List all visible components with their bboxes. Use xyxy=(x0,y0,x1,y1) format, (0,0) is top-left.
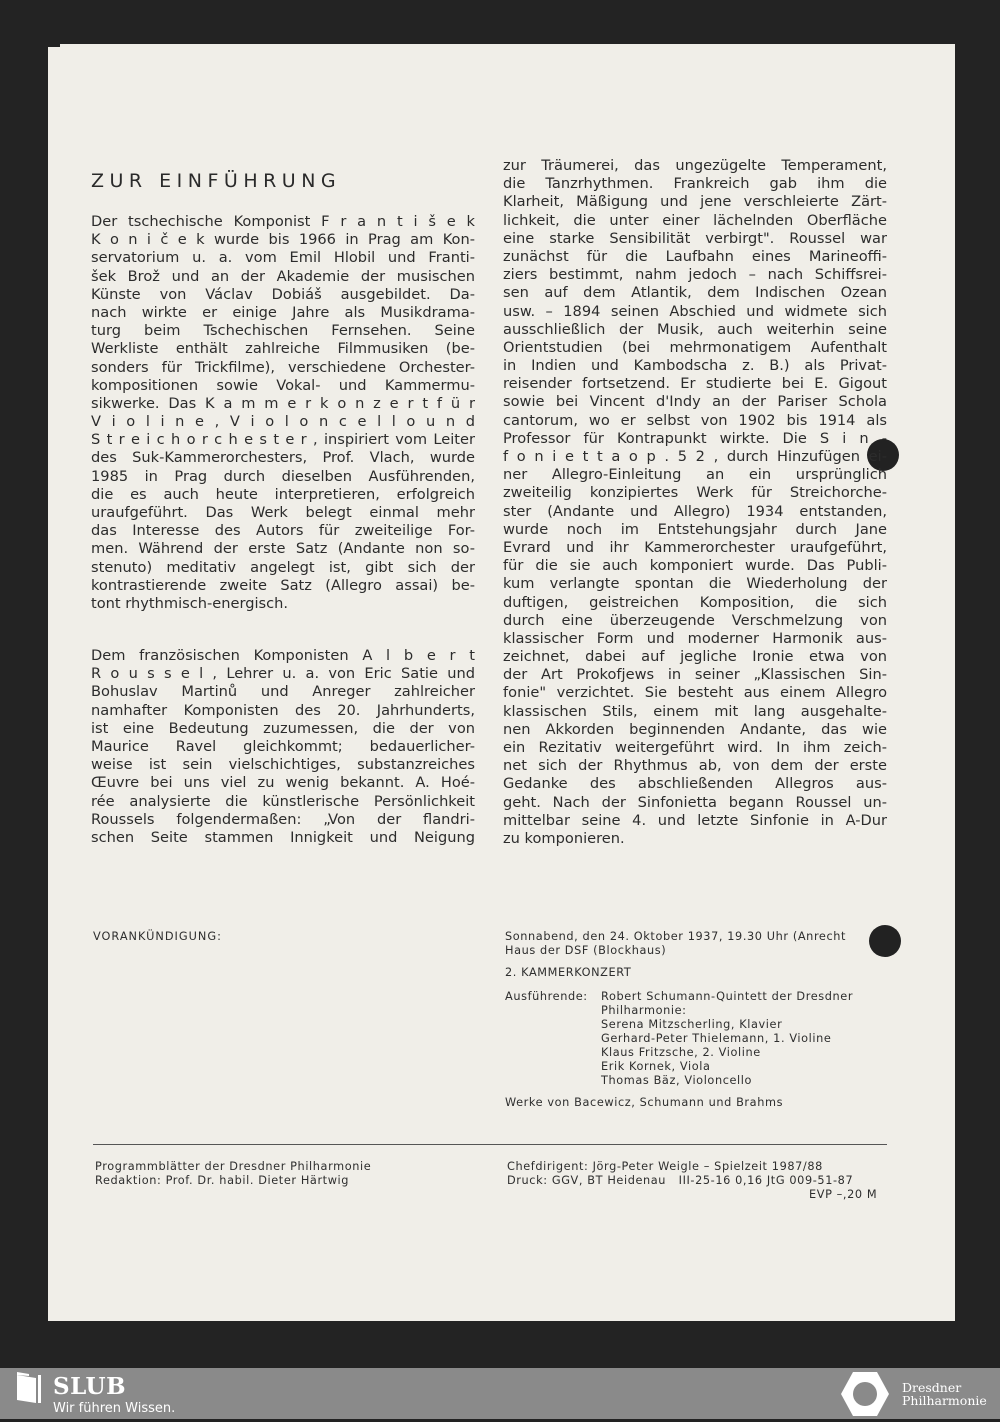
punch-hole-lower xyxy=(869,925,901,957)
left-column-paragraph-1 xyxy=(91,213,475,613)
text-line: zunächst für die Laufbahn eines Marineoffi- xyxy=(503,247,887,265)
text-line: Professor für Kontrapunkt wirkte. Die S i n - xyxy=(503,429,887,447)
text-line: klassischen Stils, einem mit lang ausgehalte- xyxy=(503,702,887,720)
text-line: nen Akkorden beginnenden Andante, das wie xyxy=(503,720,887,738)
text-line: Der tschechische Komponist F r a n t i š e k xyxy=(91,213,475,230)
text-line: zeichnet, dabei auf jegliche Ironie etwa von xyxy=(503,648,887,666)
partner-line-1: Dresdner xyxy=(902,1380,962,1395)
colophon-right-line: Chefdirigent: Jörg-Peter Weigle – Spielzeit 1987/88 xyxy=(507,1160,823,1173)
text-line: tont rhythmisch-energisch. xyxy=(91,594,289,612)
text-line: die es auch heute interpretieren, erfolgreich xyxy=(91,485,475,503)
slub-logo-text: SLUB xyxy=(53,1373,127,1400)
text-line: ist eine Bedeutung zuzumessen, die der von xyxy=(91,719,475,737)
text-line: eine starke Sensibilität verbirgt". Roussel war xyxy=(503,229,887,247)
text-line: durch eine überzeugende Verschmelzung von xyxy=(503,611,887,629)
performer-line: Serena Mitzscherling, Klavier xyxy=(601,1018,783,1031)
text-line: usw. – 1894 seinen Abschied und widmete sich xyxy=(503,302,887,320)
text-line: nach wirkte er einige Jahre als Musikdrama- xyxy=(91,303,475,321)
colophon-left-line: Programmblätter der Dresdner Philharmonie xyxy=(95,1160,372,1173)
slub-book-icon xyxy=(14,1372,42,1410)
text-line: wurde noch im Entstehungsjahr durch Jane xyxy=(503,520,887,538)
text-line: K o n i č e k wurde bis 1966 in Prag am Kon- xyxy=(91,231,475,249)
text-line: ausschließlich der Musik, auch weiterhin seine xyxy=(503,320,887,338)
performers-label: Ausführende: xyxy=(505,990,588,1003)
dresdner-philharmonie-sunburst-icon xyxy=(840,1370,890,1422)
announcement-venue: Haus der DSF (Blockhaus) xyxy=(505,944,667,957)
page-title: ZUR EINFÜHRUNG xyxy=(91,169,342,192)
text-line: rée analysierte die künstlerische Persönlichkeit xyxy=(91,792,475,810)
price: EVP –,20 M xyxy=(809,1188,878,1201)
announcement-date: Sonnabend, den 24. Oktober 1937, 19.30 Uhr (Anrecht xyxy=(505,930,847,943)
text-line: sowie bei Vincent d'Indy an der Pariser Schola xyxy=(503,393,887,411)
text-line: servatorium u. a. vom Emil Hlobil und Franti- xyxy=(91,249,475,267)
text-line: reisender fortsetzend. Er studierte bei E. Gigout xyxy=(503,375,887,393)
text-line: stenuto) meditativ angelegt ist, gibt sich der xyxy=(91,558,475,576)
text-line: Evrard und ihr Kammerorchester uraufgeführt, xyxy=(503,538,887,556)
text-line: für die sie auch komponiert wurde. Das Publi- xyxy=(503,557,887,575)
text-line: S t r e i c h o r c h e s t e r , inspiriert vom Leiter xyxy=(91,431,475,449)
text-line: men. Während der erste Satz (Andante non so- xyxy=(91,540,475,558)
text-line: šek Brož und an der Akademie der musischen xyxy=(91,267,475,285)
performer-line: Klaus Fritzsche, 2. Violine xyxy=(601,1046,761,1059)
left-column-paragraph-2 xyxy=(91,647,475,847)
text-line: fonie" verzichtet. Sie besteht aus einem Allegro xyxy=(503,684,887,702)
text-line: duftigen, geistreichen Komposition, die sich xyxy=(503,593,887,611)
text-line: 1985 in Prag durch dieselben Ausführenden, xyxy=(91,467,475,485)
text-line: der Art Prokofjews in seiner „Klassischen Sin- xyxy=(503,666,887,684)
text-line: net sich der Rhythmus ab, von dem der erste xyxy=(503,757,887,775)
text-line: das Interesse des Autors für zweiteilige For- xyxy=(91,522,475,540)
divider xyxy=(93,1144,887,1145)
performer-line: Philharmonie: xyxy=(601,1004,687,1017)
performer-line: Gerhard-Peter Thielemann, 1. Violine xyxy=(601,1032,832,1045)
text-line: cantorum, wo er selbst von 1902 bis 1914 als xyxy=(503,411,887,429)
text-line: turg beim Tschechischen Fernsehen. Seine xyxy=(91,322,475,340)
text-line: zweiteilig konzipiertes Werk für Streichorche- xyxy=(503,484,887,502)
text-line: klassischer Form und moderner Harmonik aus- xyxy=(503,629,887,647)
text-line: Klarheit, Mäßigung und jene verschleierte Zärt- xyxy=(503,193,887,211)
right-column xyxy=(503,157,887,848)
text-line: Roussels folgendermaßen: „Von der flandri- xyxy=(91,810,475,828)
text-line: die Tanzrhythmen. Frankreich gab ihm die xyxy=(503,175,887,193)
text-line: ein Rezitativ weitergeführt wird. In ihm zeich- xyxy=(503,739,887,756)
text-line: des Suk-Kammerorchesters, Prof. Vlach, wurde xyxy=(91,449,475,467)
text-line: Maurice Ravel gleichkommt; bedauerlicher- xyxy=(91,737,475,755)
text-line: sen auf dem Atlantik, dem Indischen Ozean xyxy=(503,284,887,302)
text-line: sikwerke. Das K a m m e r k o n z e r t f ü r xyxy=(91,394,475,412)
announcement-label: VORANKÜNDIGUNG: xyxy=(93,930,222,943)
announcement-concert: 2. KAMMERKONZERT xyxy=(505,966,632,979)
text-line: lichkeit, die unter einer lächelnden Oberfläche xyxy=(503,211,887,229)
text-line: ster (Andante und Allegro) 1934 entstanden, xyxy=(503,502,887,520)
text-line: zu komponieren. xyxy=(503,829,625,847)
text-line: zur Träumerei, das ungezügelte Temperament, xyxy=(503,157,887,174)
text-line: kontrastierende zweite Satz (Allegro assai) be- xyxy=(91,576,475,594)
text-line: weise ist sein vielschichtiges, substanzreiches xyxy=(91,756,475,774)
text-line: R o u s s e l , Lehrer u. a. von Eric Satie und xyxy=(91,665,475,683)
text-line: Œuvre bei uns viel zu wenig bekannt. A. Hoé- xyxy=(91,774,475,792)
text-line: V i o l i n e , V i o l o n c e l l o u n d xyxy=(91,413,475,431)
colophon-right-line: Druck: GGV, BT Heidenau III-25-16 0,16 JtG 009-51-87 xyxy=(507,1174,854,1187)
text-line: ner Allegro-Einleitung an ein ursprünglich xyxy=(503,466,887,484)
dresdner-philharmonie-logo-text xyxy=(902,1381,987,1407)
performer-line: Thomas Bäz, Violoncello xyxy=(601,1074,753,1087)
announcement-works: Werke von Bacewicz, Schumann und Brahms xyxy=(505,1096,784,1109)
text-line: namhafter Komponisten des 20. Jahrhunderts, xyxy=(91,701,475,719)
text-line: kompositionen sowie Vokal- und Kammermu- xyxy=(91,376,475,394)
performer-line: Robert Schumann-Quintett der Dresdner xyxy=(601,990,854,1003)
program-page xyxy=(48,47,955,1321)
text-line: kum verlangte spontan die Wiederholung der xyxy=(503,575,887,593)
text-line: uraufgeführt. Das Werk belegt einmal mehr xyxy=(91,504,475,521)
text-line: Gedanke des abschließenden Allegros aus- xyxy=(503,775,887,793)
text-line: schen Seite stammen Innigkeit und Neigung xyxy=(91,828,475,846)
text-line: Bohuslav Martinů und Anreger zahlreicher xyxy=(91,683,475,701)
text-line: Orientstudien (bei mehrmonatigem Aufenthalt xyxy=(503,338,887,356)
text-line: sonders für Trickfilme), verschiedene Orchester- xyxy=(91,358,475,376)
text-line: geht. Nach der Sinfonietta begann Roussel un- xyxy=(503,793,887,811)
text-line: f o n i e t t a o p . 5 2 , durch Hinzufügen ei- xyxy=(503,448,887,465)
partner-line-2: Philharmonie xyxy=(902,1393,987,1408)
text-line: ziers bestimmt, nahm jedoch – nach Schiffsrei- xyxy=(503,266,887,284)
viewer-footer-bar xyxy=(0,1368,1000,1419)
performer-line: Erik Kornek, Viola xyxy=(601,1060,711,1073)
text-line: mittelbar seine 4. und letzte Sinfonie in A-Dur xyxy=(503,811,887,829)
colophon-left-line: Redaktion: Prof. Dr. habil. Dieter Härtwig xyxy=(95,1174,350,1187)
text-line: Werkliste enthält zahlreiche Filmmusiken (be- xyxy=(91,340,475,358)
text-line: Künste von Václav Dobiáš ausgebildet. Da- xyxy=(91,285,475,303)
text-line: in Indien und Kambodscha z. B.) als Privat- xyxy=(503,357,887,375)
slub-tagline: Wir führen Wissen. xyxy=(53,1401,176,1416)
text-line: Dem französischen Komponisten A l b e r t xyxy=(91,647,475,664)
